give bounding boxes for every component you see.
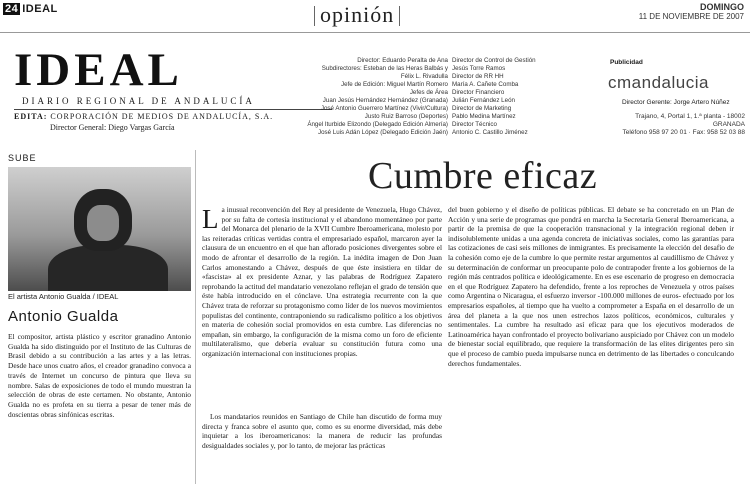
profile-text: El compositor, artista plástico y escritor granadino Antonio Gualda ha sido distinguido por el Instituto de las Culturas de Brasil debido a su contribución a las artes y a las letras. Desde hace unos cuatro años, el creador granadino convoca a través de Internet un concurso de pintura que lleva su nombre. Salas de exposiciones de todo el mundo muestran la selección de obras de este certamen. No obstante, Antonio Gualda no es profeta en su tierra a pesar de tener más de doscientas obras sinfónicas escritas. (8, 332, 191, 419)
profile-name: Antonio Gualda (8, 308, 119, 325)
masthead (0, 32, 750, 136)
staff-list-management: Director de Control de Gestión Jesús Torre Ramos Director de RR HH María A. Cañete Comba Director Financiero Julián Fernández León Director de Marketing Pablo Medina Martínez Director Técnico Antonio C. Castillo Jiménez (452, 57, 536, 136)
tagline: DIARIO REGIONAL DE ANDALUCÍA (22, 96, 255, 106)
publisher: EDITA: CORPORACIÓN DE MEDIOS DE ANDALUCÍA, S.A. (14, 109, 332, 121)
cm-andalucia-logo: cmandalucia (608, 73, 709, 92)
section-title: opinión (320, 2, 395, 27)
ad-manager: Director Gerente: Jorge Artero Núñez (622, 99, 730, 106)
sube-column (0, 150, 196, 484)
editorial-paragraph-2: Los mandatarios reunidos en Santiago de Chile han discutido de forma muy directa y franca sobre el asunto que, como es su enorme diversidad, más debe inquietar a los iberoamericanos: la manera de reducir las profundas desigualdades sociales y, por lo tanto, de mejorar las prácticas (202, 412, 442, 450)
artist-photo (8, 167, 191, 291)
editorial-headline: Cumbre eficaz (368, 155, 598, 197)
issue-date: DOMINGO 11 DE NOVIEMBRE DE 2007 (638, 2, 744, 21)
sube-kicker: SUBE (8, 153, 37, 163)
advertising-label: Publicidad (610, 59, 643, 66)
editorial-paragraph-1: a inusual reconvención del Rey al presidente de Venezuela, Hugo Chávez, por su falta de cortesía institucional y el abandono momentáneo por parte del Monarca del plenario de la XVII Cumbre Iberoamericana, molesto por las reiteradas críticas vertidas contra el empresariado español, marcaron ayer la clausura de un encuentro en el que han aflorado posiciones divergentes sobre el modo de afrontar el desarrollo de la región. La inédita imagen de Don Juan Carlos amonestando a Chávez, después de que éste insistiera en tildar de «fascista» al ex presidente Aznar, y las palabras de Rodríguez Zapatero reprobando la actitud del mandatario venezolano reflejan el grado de tensión que éste había introducido en el cónclave. Una estrategia recurrente con la que Chávez trata de reforzar su protagonismo como líder de los nuevos movimientos populistas del continente, contraponiendo su radicalismo político a los objetivos en materia de cohesión social promovidos en esta cumbre. Las diferencias no empañan, sin embargo, la configuración de la misma como un foro de eficiente multilateralismo, que debería evaluar su constitución futura como una organización internacional con instituciones propias. (202, 205, 442, 358)
page-header (0, 0, 750, 30)
editorial-column-1 (202, 205, 442, 359)
editorial-column-1-continued (202, 412, 442, 450)
director-general: Director General: Diego Vargas García (50, 123, 175, 132)
photo-caption: El artista Antonio Gualda / IDEAL (8, 292, 119, 301)
newspaper-logo: IDEAL (14, 44, 183, 96)
editorial-column-2: del buen gobierno y el diseño de políticas públicas. El debate se ha concretado en un Plan de Acción y una serie de programas que pondrá en marcha la Secretaría General Iberoamericana, a partir de la premisa de que la cooperación transnacional y la integración regional deben ir indisolublemente unidas a una agenda concreta de iniciativas sociales, como las garantías para las cotizaciones de casi seis millones de inmigrantes. Es precisamente la elección del desafío de la cohesión como eje de la cumbre lo que permite restar argumentos al caudillismo de Chávez y su determinación de conformar un preocupante polo de contrapoder frente a los gobiernos de la región más centrados política e ideológicamente. En es ese escenario de progreso en democracia en el que Rodríguez Zapatero ha defendido, frente a los reproches de Venezuela y otros países como Argentina o Nicaragua, el esfuerzo inversor -100.000 millones de euros- efectuado por los empresarios españoles, al tiempo que ha vuelto a comprometer a España en el desarrollo de un área del planeta a la que nos unen estrechos lazos políticos, económicos, culturales y sentimentales. La cumbre ha resultado así eficaz para que los ejecutivos moderados de Latinoamérica hayan confrontado el proyecto bolivariano auspiciado por Chávez con un modelo de bienestar social equilibrado, que requiere la transformación de las elites dirigentes pero sin que el proceso de cambio pueda impulsarse nunca en detrimento de las libertades o conculcando derechos fundamentales. (448, 205, 734, 368)
drop-cap: L (202, 204, 219, 234)
contact-address: Trajano, 4, Portal 1, 1.ª planta - 18002 GRANADA Teléfono 958 97 20 01 · Fax: 958 52 03 88 (622, 113, 745, 136)
staff-list-editorial: Director: Eduardo Peralta de Ana Subdirectores: Esteban de las Heras Balbás y Félix L. Rivadulla Jefe de Edición: Miguel Martín Romero Jefes de Área Juan Jesús Hernández Hernández (Granada) José Antonio Guerrero Martínez (Vivir/Cultura) Justo Ruiz Barroso (Deportes) Ángel Iturbide Elizondo (Delegado Edición Almería) José Luis Adán López (Delegado Edición Jaén) (307, 57, 448, 136)
page-number: 24 IDEAL (5, 3, 58, 15)
